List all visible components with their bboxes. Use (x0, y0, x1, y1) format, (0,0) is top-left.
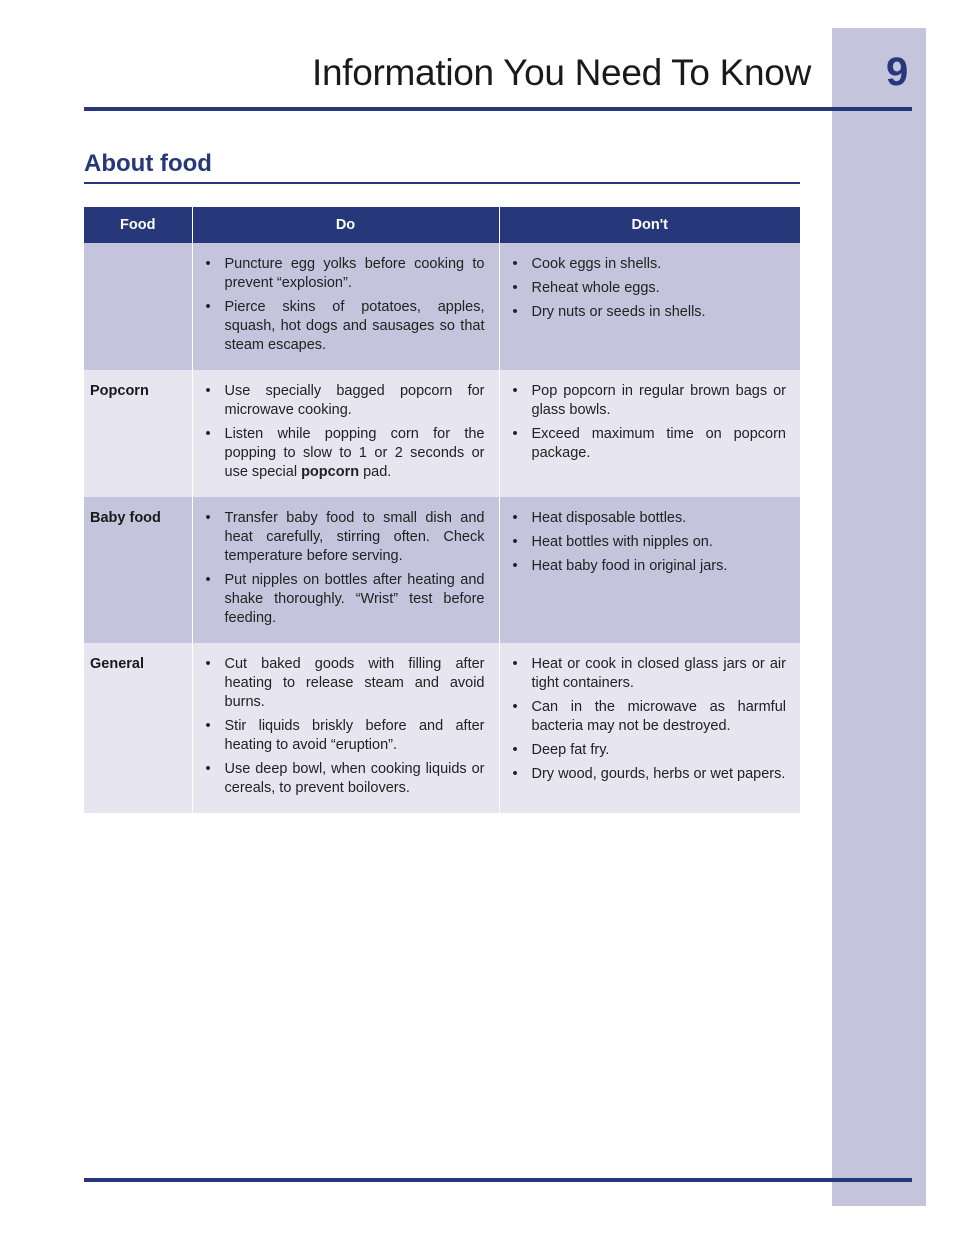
list-item: • Heat or cook in closed glass jars or air tight containers. (532, 655, 787, 693)
popcorn-pad-keyword: popcorn (301, 464, 360, 480)
list-item: • Heat bottles with nipples on. (532, 533, 787, 552)
food-name-cell: Popcorn (84, 370, 192, 497)
list-item: • Transfer baby food to small dish and heat carefully, stirring often. Check temperature before serving. (225, 509, 485, 566)
do-cell (192, 243, 499, 370)
list-item: • Can in the microwave as harmful bacteria may not be destroyed. (532, 698, 787, 736)
list-item: • Heat disposable bottles. (532, 509, 787, 528)
do-cell (192, 643, 499, 813)
section-rule (84, 182, 800, 184)
list-item: • Cut baked goods with filling after heating to release steam and avoid burns. (225, 655, 485, 712)
list-item: • Dry nuts or seeds in shells. (532, 303, 787, 322)
footer-rule (84, 1178, 912, 1182)
list-item-text: pad. (359, 464, 392, 480)
list-item: • Use specially bagged popcorn for microwave cooking. (225, 382, 485, 420)
dont-list (500, 643, 801, 799)
header-rule (84, 107, 912, 111)
list-item: • Heat baby food in original jars. (532, 557, 787, 576)
food-name-cell (84, 243, 192, 370)
list-item-text: Listen while popping corn for the popping to slow to 1 or 2 seconds or use special (224, 426, 485, 480)
table-header-row (84, 207, 800, 243)
do-cell (192, 497, 499, 643)
table-row (84, 643, 800, 813)
dont-cell (499, 497, 800, 643)
dont-list (500, 497, 801, 591)
food-name-cell: General (84, 643, 192, 813)
column-header-dont: Don't (499, 207, 800, 243)
do-list (193, 243, 499, 370)
column-header-do: Do (192, 207, 499, 243)
dont-cell (499, 243, 800, 370)
do-list (193, 497, 499, 643)
list-item: • Use deep bowl, when cooking liquids or cereals, to prevent boilovers. (225, 760, 485, 798)
dont-cell (499, 370, 800, 497)
dont-cell (499, 643, 800, 813)
table-row (84, 370, 800, 497)
list-item: • Pop popcorn in regular brown bags or glass bowls. (532, 382, 787, 420)
column-header-food: Food (84, 207, 192, 243)
section-title: About food (84, 150, 212, 177)
list-item: • Put nipples on bottles after heating and shake thoroughly. “Wrist” test before feeding. (225, 571, 485, 628)
list-item: • Cook eggs in shells. (532, 255, 787, 274)
list-item: • Stir liquids briskly before and after heating to avoid “eruption”. (225, 717, 485, 755)
table-row (84, 497, 800, 643)
do-list (193, 643, 499, 813)
do-list (193, 370, 499, 497)
list-item: • Pierce skins of potatoes, apples, squash, hot dogs and sausages so that steam escapes. (225, 298, 485, 355)
page-number: 9 (886, 50, 909, 94)
list-item (225, 425, 485, 482)
food-name-cell: Baby food (84, 497, 192, 643)
list-item: • Deep fat fry. (532, 741, 787, 760)
list-item: • Puncture egg yolks before cooking to prevent “explosion”. (225, 255, 485, 293)
dont-list (500, 370, 801, 478)
side-tab-band (832, 28, 926, 1206)
food-table (84, 207, 800, 813)
list-item: • Exceed maximum time on popcorn package. (532, 425, 787, 463)
table-row (84, 243, 800, 370)
page-title: Information You Need To Know (312, 52, 811, 93)
dont-list (500, 243, 801, 337)
list-item: • Dry wood, gourds, herbs or wet papers. (532, 765, 787, 784)
list-item: • Reheat whole eggs. (532, 279, 787, 298)
do-cell (192, 370, 499, 497)
